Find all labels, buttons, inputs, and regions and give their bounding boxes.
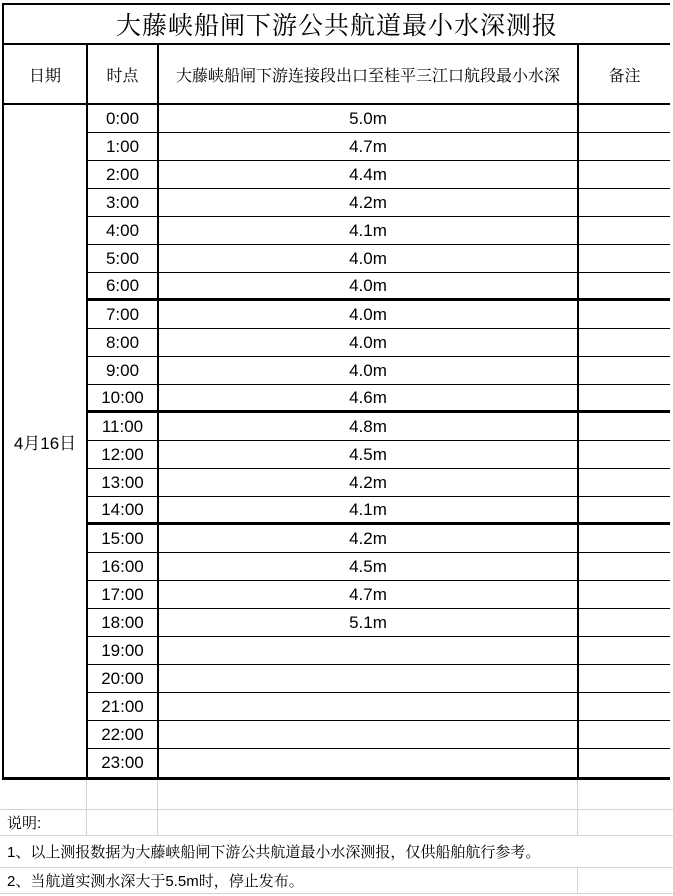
remark-cell: [579, 721, 670, 748]
depth-cell: 4.0m: [159, 273, 579, 298]
depth-cell: 5.0m: [159, 105, 579, 132]
remark-cell: [579, 609, 670, 636]
time-cell: 17:00: [88, 581, 159, 608]
table-row: [88, 469, 670, 497]
table-row: [88, 189, 670, 217]
note-2-text: 2、当航道实测水深大于5.5m时，停止发布。: [7, 873, 304, 890]
depth-cell: 4.7m: [159, 133, 579, 160]
depth-cell: 4.2m: [159, 469, 579, 496]
header-remark-column: 备注: [608, 67, 641, 85]
table-row: [88, 105, 670, 133]
time-cell: 15:00: [88, 525, 159, 552]
notes-label: 说明:: [7, 815, 42, 832]
time-cell: 20:00: [88, 665, 159, 692]
empty-grid-row: [0, 780, 673, 810]
table-row: [88, 525, 670, 553]
gridline-vertical: [157, 810, 158, 835]
remark-cell: [579, 189, 670, 216]
table-row: [88, 245, 670, 273]
remark-cell: [579, 329, 670, 356]
depth-cell: [159, 637, 579, 664]
date-cell: 4月16日: [4, 105, 88, 777]
time-cell: 12:00: [88, 441, 159, 468]
depth-cell: 4.4m: [159, 161, 579, 188]
remark-cell: [579, 469, 670, 496]
table-row: [88, 357, 670, 385]
table-row: [88, 693, 670, 721]
depth-cell: 4.2m: [159, 189, 579, 216]
note-row-1: [0, 836, 673, 868]
depth-cell: [159, 665, 579, 692]
time-cell: 19:00: [88, 637, 159, 664]
remark-cell: [579, 693, 670, 720]
note-1-text: 1、以上测报数据为大藤峡船闸下游公共航道最小水深测报，仅供船舶航行参考。: [7, 844, 541, 861]
remark-cell: [579, 161, 670, 188]
remark-cell: [579, 749, 670, 777]
time-cell: 9:00: [88, 357, 159, 384]
table-row: [88, 133, 670, 161]
depth-report-table: [2, 3, 670, 780]
table-row: [88, 749, 670, 777]
depth-cell: 4.5m: [159, 553, 579, 580]
table-row: [88, 385, 670, 413]
depth-cell: 4.0m: [159, 245, 579, 272]
time-cell: 13:00: [88, 469, 159, 496]
depth-cell: 5.1m: [159, 609, 579, 636]
table-row: [88, 665, 670, 693]
table-header-row: [4, 45, 670, 105]
table-row: [88, 637, 670, 665]
remark-cell: [579, 105, 670, 132]
time-cell: 10:00: [88, 385, 159, 410]
depth-cell: [159, 693, 579, 720]
table-row: [88, 273, 670, 301]
time-cell: 7:00: [88, 301, 159, 328]
time-cell: 4:00: [88, 217, 159, 244]
header-depth-column: 大藤峡船闸下游连接段出口至桂平三江口航段最小水深: [159, 45, 579, 103]
depth-cell: [159, 721, 579, 748]
remark-cell: [579, 245, 670, 272]
table-row: [88, 721, 670, 749]
remark-cell: [579, 133, 670, 160]
time-cell: 2:00: [88, 161, 159, 188]
remark-cell: [579, 301, 670, 328]
depth-cell: 4.0m: [159, 301, 579, 328]
table-row: [88, 329, 670, 357]
table-row: [88, 301, 670, 329]
remark-cell: [579, 581, 670, 608]
remark-cell: [579, 665, 670, 692]
time-cell: 3:00: [88, 189, 159, 216]
remark-cell: [579, 553, 670, 580]
remark-cell: [579, 217, 670, 244]
table-row: [88, 441, 670, 469]
depth-cell: 4.2m: [159, 525, 579, 552]
notes-label-row: [0, 810, 673, 836]
gridline-vertical: [577, 780, 578, 809]
remark-cell: [579, 385, 670, 410]
note-row-2: [0, 868, 673, 894]
depth-cell: 4.0m: [159, 357, 579, 384]
table-body: [4, 105, 670, 777]
gridline-vertical: [86, 780, 87, 809]
header-time-column: 时点: [88, 45, 159, 103]
time-cell: 18:00: [88, 609, 159, 636]
time-cell: 5:00: [88, 245, 159, 272]
remark-cell: [579, 441, 670, 468]
remark-cell: [579, 273, 670, 298]
report-title: 大藤峡船闸下游公共航道最小水深测报: [4, 5, 670, 45]
time-cell: 6:00: [88, 273, 159, 298]
table-row: [88, 413, 670, 441]
time-cell: 1:00: [88, 133, 159, 160]
table-row: [88, 217, 670, 245]
table-row: [88, 497, 670, 525]
table-row: [88, 581, 670, 609]
depth-cell: 4.8m: [159, 413, 579, 440]
table-row: [88, 609, 670, 637]
gridline-vertical: [577, 810, 578, 835]
depth-cell: 4.6m: [159, 385, 579, 410]
gridline-vertical: [577, 868, 578, 893]
time-cell: 11:00: [88, 413, 159, 440]
time-cell: 16:00: [88, 553, 159, 580]
depth-cell: 4.7m: [159, 581, 579, 608]
remark-cell: [579, 525, 670, 552]
remark-cell: [579, 357, 670, 384]
depth-cell: 4.5m: [159, 441, 579, 468]
table-row: [88, 553, 670, 581]
data-rows: [88, 105, 670, 777]
time-cell: 14:00: [88, 497, 159, 522]
remark-cell: [579, 497, 670, 522]
time-cell: 0:00: [88, 105, 159, 132]
gridline-vertical: [86, 810, 87, 835]
time-cell: 8:00: [88, 329, 159, 356]
time-cell: 21:00: [88, 693, 159, 720]
table-row: [88, 161, 670, 189]
depth-cell: 4.1m: [159, 497, 579, 522]
remark-cell: [579, 413, 670, 440]
notes-section: [0, 780, 673, 894]
time-cell: 23:00: [88, 749, 159, 777]
remark-cell: [579, 637, 670, 664]
depth-cell: 4.1m: [159, 217, 579, 244]
time-cell: 22:00: [88, 721, 159, 748]
gridline-vertical: [157, 780, 158, 809]
depth-cell: 4.0m: [159, 329, 579, 356]
depth-cell: [159, 749, 579, 777]
header-date-column: 日期: [4, 45, 88, 103]
